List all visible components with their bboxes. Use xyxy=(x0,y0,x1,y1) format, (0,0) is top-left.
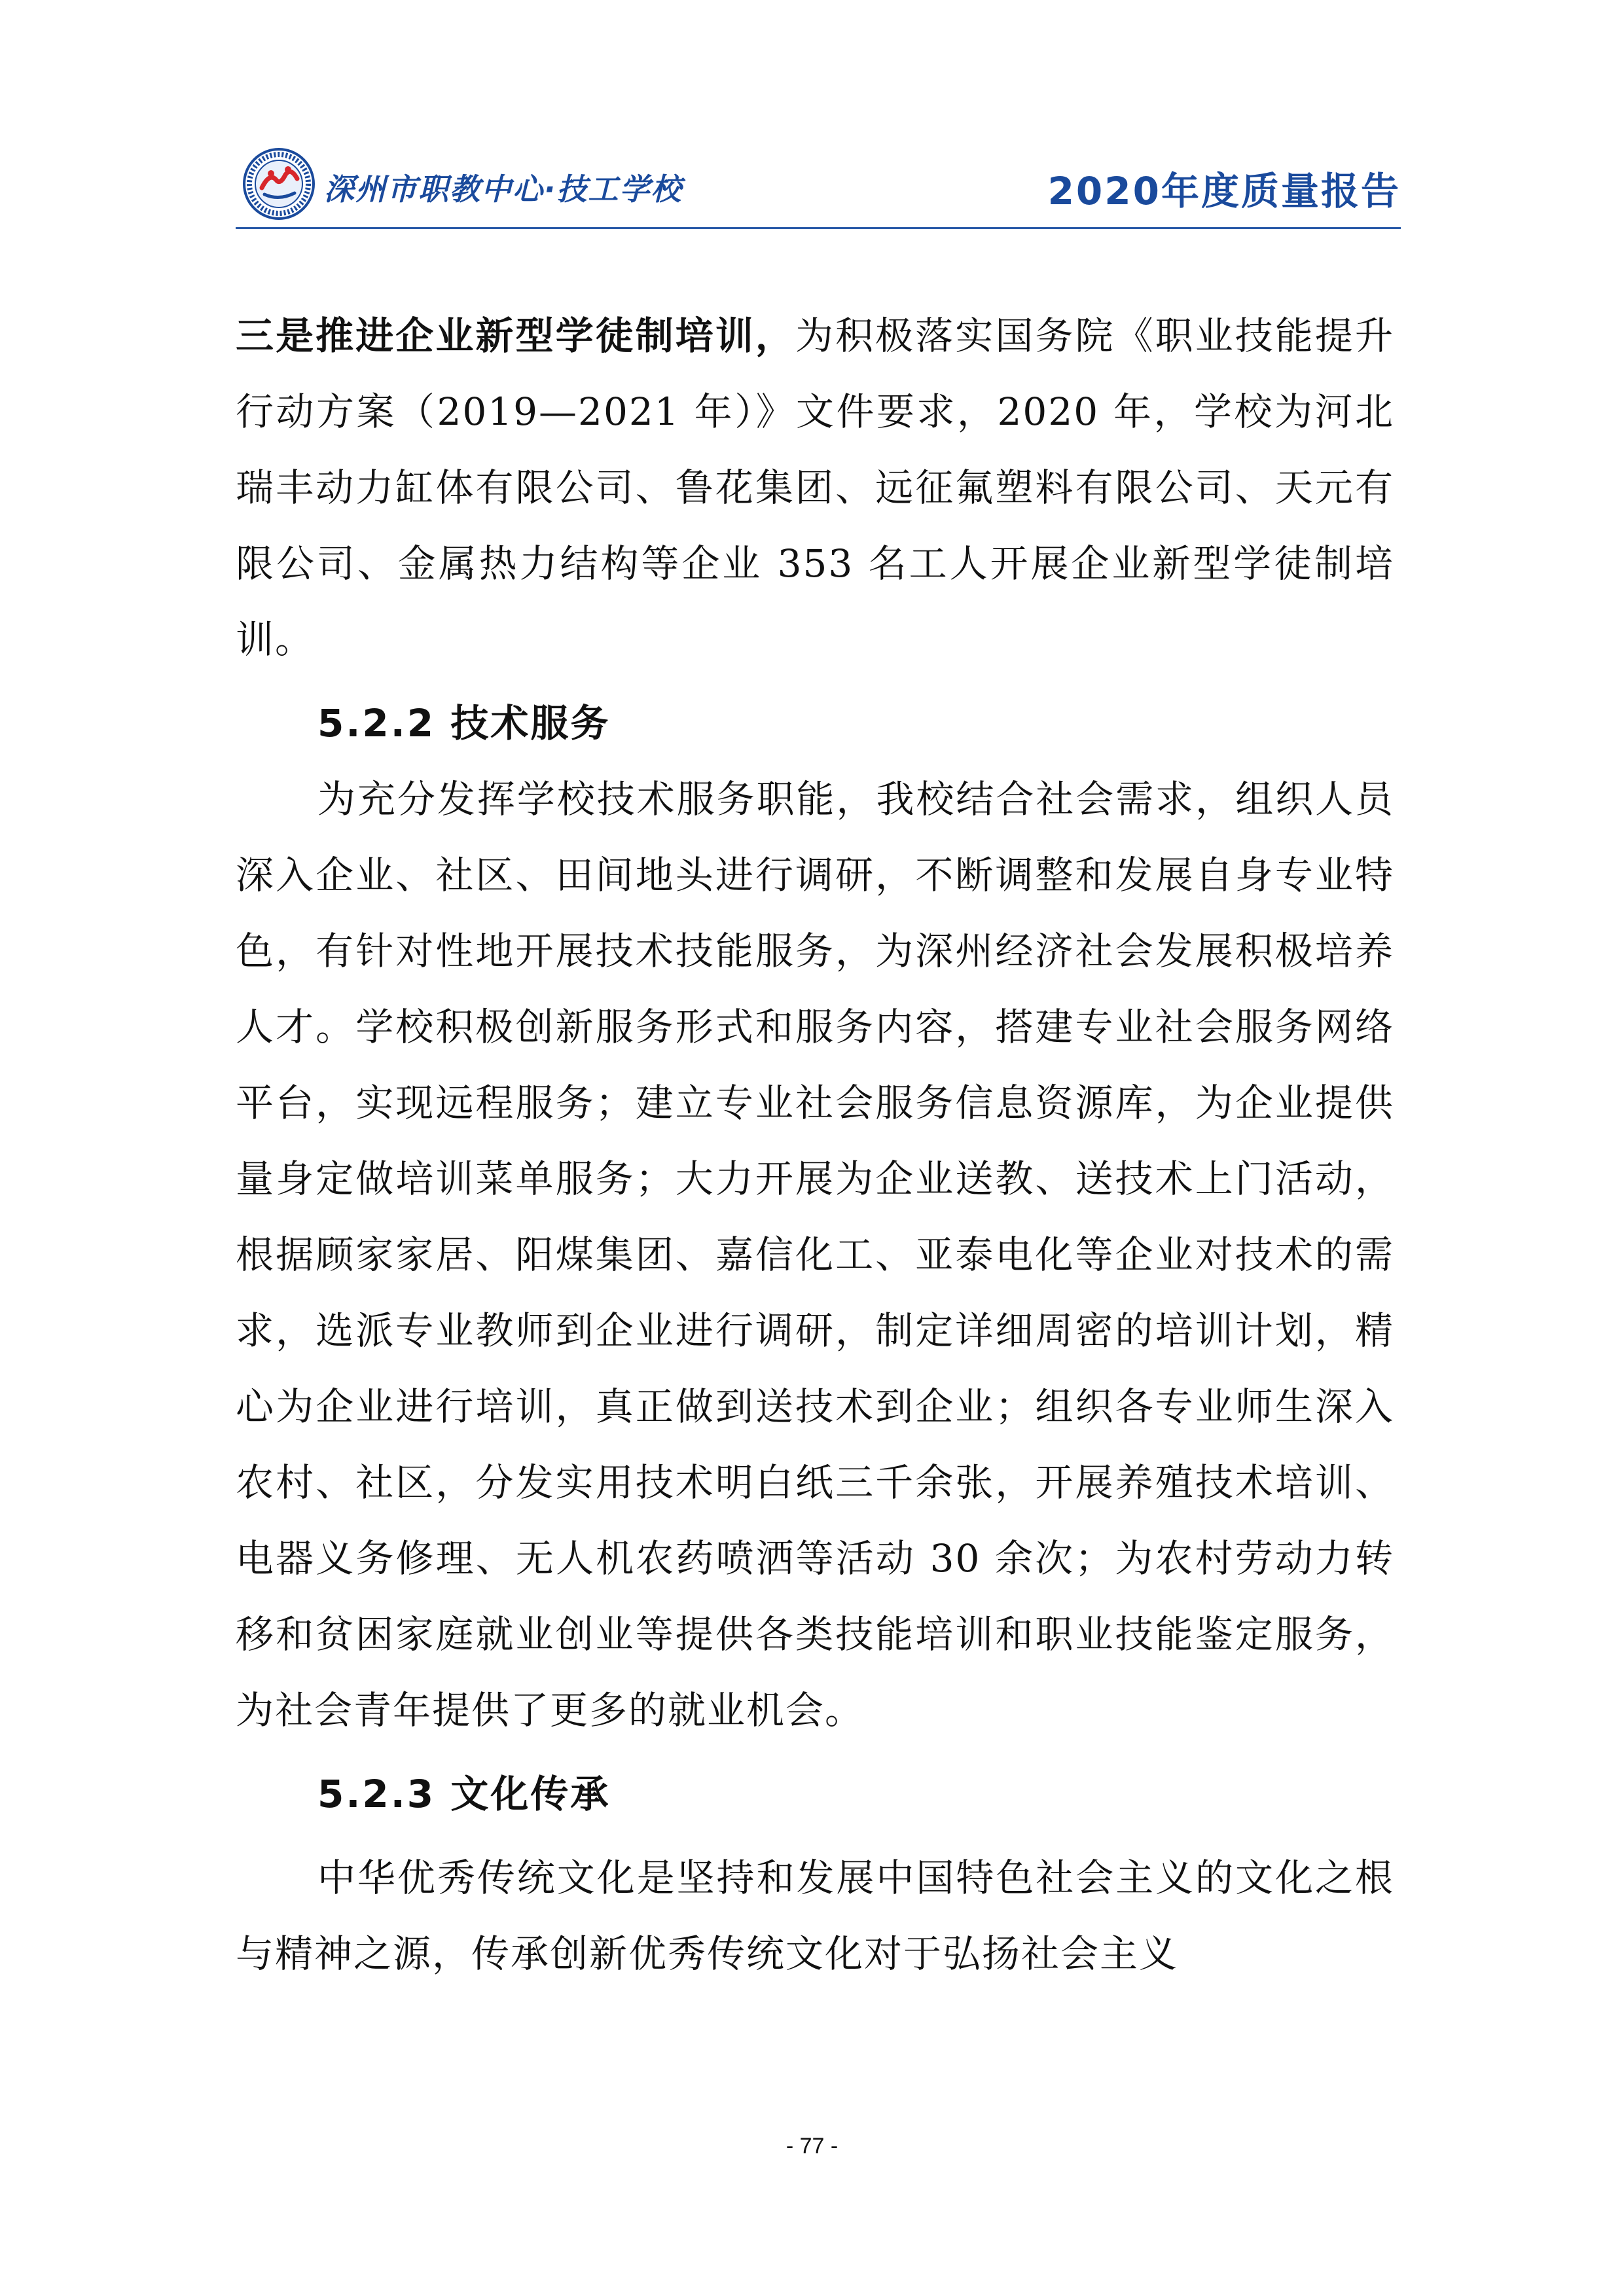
paragraph-lead-bold: 三是推进企业新型学徒制培训， xyxy=(236,314,795,358)
paragraph-apprenticeship xyxy=(236,298,1394,677)
header-divider xyxy=(236,227,1401,229)
page-header xyxy=(236,141,1401,229)
school-name: 深州市职教中心·技工学校 xyxy=(324,171,683,207)
paragraph-text: 为积极落实国务院《职业技能提升行动方案（2019—2021 年）》文件要求，2020 年，学校为河北瑞丰动力缸体有限公司、鲁花集团、远征氟塑料有限公司、天元有限公司、金属热力结构等企业 353 名工人开展企业新型学徒制培训。 xyxy=(236,314,1394,662)
section-heading-technical-services: 5.2.2 技术服务 xyxy=(317,701,611,745)
section-heading-cultural-heritage: 5.2.3 文化传承 xyxy=(317,1772,611,1816)
school-logo-emblem xyxy=(242,147,316,221)
report-title: 2020年度质量报告 xyxy=(1047,169,1401,213)
page-body xyxy=(236,298,1394,1992)
paragraph-technical-services: 为充分发挥学校技术服务职能，我校结合社会需求，组织人员深入企业、社区、田间地头进行调研，不断调整和发展自身专业特色，有针对性地开展技术技能服务，为深州经济社会发展积极培养人才。学校积极创新服务形式和服务内容，搭建专业社会服务网络平台，实现远程服务；建立专业社会服务信息资源库，为企业提供量身定做培训菜单服务；大力开展为企业送教、送技术上门活动，根据顾家家居、阳煤集团、嘉信化工、亚泰电化等企业对技术的需求，选派专业教师到企业进行调研，制定详细周密的培训计划，精心为企业进行培训，真正做到送技术到企业；组织各专业师生深入农村、社区，分发实用技术明白纸三千余张，开展养殖技术培训、电器义务修理、无人机农药喷洒等活动 30 余次；为农村劳动力转移和贫困家庭就业创业等提供各类技能培训和职业技能鉴定服务，为社会青年提供了更多的就业机会。 xyxy=(236,777,1394,1732)
page-number: - 77 - xyxy=(785,2134,839,2159)
paragraph-cultural-heritage: 中华优秀传统文化是坚持和发展中国特色社会主义的文化之根与精神之源，传承创新优秀传统文化对于弘扬社会主义 xyxy=(236,1856,1394,1976)
school-logo-icon xyxy=(242,147,316,221)
